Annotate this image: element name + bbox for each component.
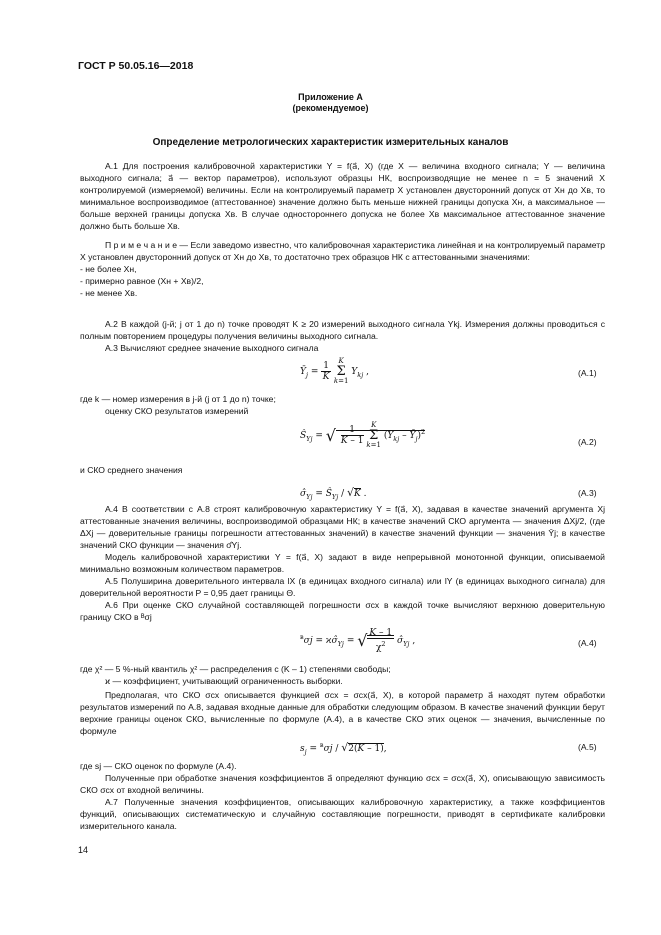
note-item: - не менее Xв. [80, 288, 138, 298]
after-a4-kappa-text: ϰ — коэффициент, учитывающий ограниченность выборки. [105, 676, 343, 686]
appendix-subtitle: (рекомендуемое) [292, 103, 369, 113]
paragraph-a5-text: А.5 Полуширина доверительного интервала lX (в единицах входного сигнала) или lY (в единицах выходного сигнала) для доверительной вероятности P = 0,95 дает границы Θ. [80, 576, 605, 598]
after-a1-text: где k — номер измерения в j-й (j от 1 до n) точке; [80, 394, 276, 404]
standard-header: ГОСТ Р 50.05.16—2018 [78, 60, 194, 72]
after-a1b-text: оценку СКО результатов измерений [105, 406, 249, 416]
paragraph-a4b-text: Модель калибровочной характеристики Y = f(a⃗, X) задают в виде непрерывной монотонной функции, описываемой минимально возможным количеством параметров. [80, 552, 605, 574]
paragraph-a1-text: А.1 Для построения калибровочной характеристики Y = f(a⃗, X) (где X — величина входного сигнала; Y — величина выходного сигнала; a⃗ — вектор параметров), используют образцы НК, воспроизводящие не менее n = 5 значений X контролируемой (измеряемой) величины. Если на контролируемый параметр X установлен двусторонний допуск от Xн до Xв, то минимальное воспроизводимое (аттестованное) значение должно быть меньше нижней границы допуска Xн, а максимальное — больше верхней границы допуска Xв. В случае одностороннего допуска не более Xв максимальное аттестованное значение должно быть больше Xв. [80, 161, 605, 231]
paragraph-a3-text: А.3 Вычисляют среднее значение выходного сигнала [105, 343, 319, 353]
equation-number-a5: (A.5) [578, 742, 597, 752]
page-number: 14 [78, 845, 89, 855]
after-a4-chi-text: где χ² — 5 %-ный квантиль χ² — распределения с (K – 1) степенями свободы; [80, 664, 391, 674]
after-a2-text: и СКО среднего значения [80, 465, 183, 475]
paragraph-a2 [80, 318, 605, 354]
equation-number-a3: (A.3) [578, 488, 597, 498]
paragraph-a1 [80, 160, 605, 232]
paragraph-a6b-text: Предполагая, что СКО σсх описывается функцией σсх = σсх(a⃗, X), в которой параметр a⃗ находят путем обработки результатов измерений по А.8, задавая входные данные для обработки следующим образом. В качестве значений функции берут верхние границы оценок СКО, вычисленные по формуле (А.4), а в качестве СКО этих оценок — значения, вычисленные по формуле [80, 690, 605, 736]
formula-a3: $\sigmâ_{Yj}$ = $Ŝ_{Yj} / √K$ . [300, 486, 367, 501]
paragraph-a4-text: А.4 В соответствии с А.8 строят калибровочную характеристику Y = f(a⃗, X), задавая в качестве значений аргумента Xj аттестованные значения величины, воспроизводимой образцами НК; в качестве значений СКО аргумента — значения ΔXj/2, (где ΔXj — доверительные границы погрешности аттестованных значений) в качестве значений функции — значения Ȳj; в качестве значений СКО функции — значения σ̂Yj. [80, 504, 605, 550]
note-item: - примерно равное (Xн + Xв)/2, [80, 276, 204, 286]
paragraph-a6b [80, 689, 605, 737]
appendix-title: Приложение А [298, 92, 363, 102]
paragraph-a6c-text: Полученные при обработке значения коэффициентов a⃗ определяют функцию σсх = σсх(a⃗, X), описывающую зависимость СКО σсх от входной величины. [80, 773, 605, 795]
closing-block [80, 760, 605, 832]
equation-number-a1: (A.1) [578, 368, 597, 378]
equation-number-a2: (A.2) [578, 437, 597, 447]
note-block [80, 239, 605, 299]
section-title: Определение метрологических характеристик измерительных каналов [152, 137, 509, 148]
paragraph-a6-text: А.6 При оценке СКО случайной составляющей погрешности σсх в каждой точке вычисляют верхнюю доверительную границу СКО в ᴮσj [80, 600, 605, 622]
after-a5-text: где sj — СКО оценок по формуле (А.4). [80, 761, 237, 771]
note-lead: П р и м е ч а н и е — Если заведомо известно, что калибровочная характеристика линейная и на контролируемый параметр X установлен двусторонний допуск от Xн до Xв, то достаточно трех образцов НК с аттестованными значениями: [80, 240, 605, 262]
formula-a4: $^в\sigma j = ϰ\sigmâ_{Yj}$ = √ $\frac{K - 1}{\chi^2}$ $\sigmâ_{Yj}$ , [300, 628, 416, 653]
paragraph-a7-text: А.7 Полученные значения коэффициентов, описывающих калибровочную характеристику, а также коэффициентов функций, описывающих систематическую и случайную составляющие погрешности, приводят в сертификате калибровки измерительного канала. [80, 797, 605, 831]
paragraph-a4 [80, 503, 605, 623]
formula-a1: $Ȳ_j$ = $\frac{1}{K}$ K Σ k=1 $Y_{kj}$ , [300, 357, 369, 385]
formula-a2: $Ŝ_{Yj}$ = √ $\frac{1}{K - 1}$ K Σ k=1 ($Y_{kj}$ – $Ȳ_j)^2$ [300, 421, 426, 449]
paragraph-a2-text: А.2 В каждой (j-й; j от 1 до n) точке проводят K ≥ 20 измерений выходного сигнала Ykj. Измерения должны проводиться с полным повторением процедуры получения величины выходного сигнала. [80, 319, 605, 341]
equation-number-a4: (A.4) [578, 638, 597, 648]
formula-a5: $s_j = ^в\sigma j / √2(K - 1)$, [300, 741, 387, 756]
note-item: - не более Xн, [80, 264, 137, 274]
